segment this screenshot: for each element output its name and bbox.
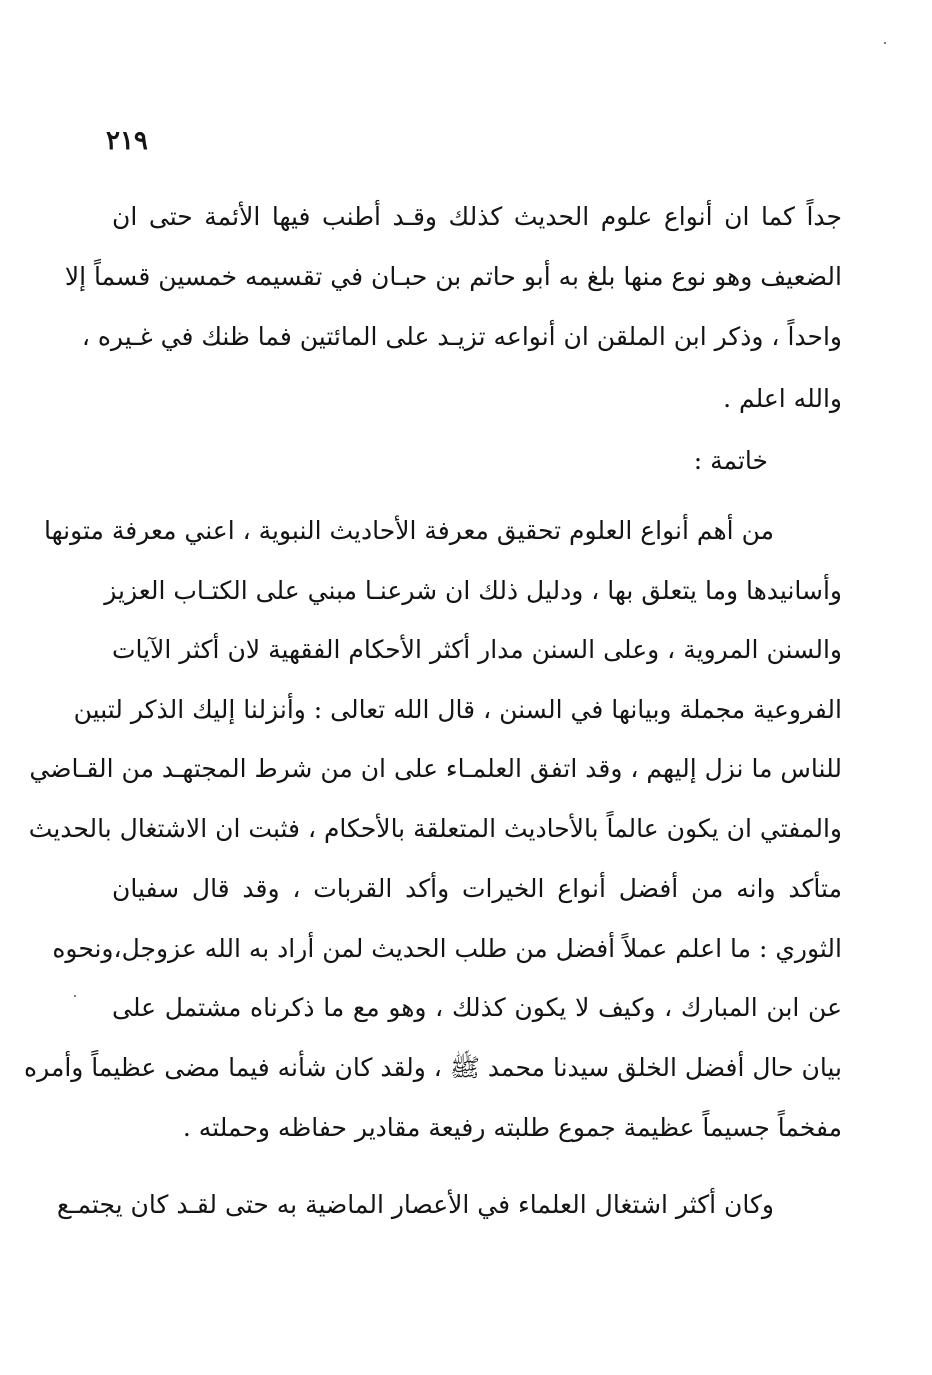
text-line: بيان حال أفضل الخلق سيدنا محمد ﷺ ، ولقد كان شأنه فيما مضى عظيماً وأمره [24,1053,842,1082]
page-number: ٢١٩ [106,126,148,156]
text-line: وأسانيدها وما يتعلق بها ، ودليل ذلك ان شرعنـا مبني على الكتـاب العزيز [104,576,842,605]
text-line: والله اعلم . [723,384,842,413]
text-line: الضعيف وهو نوع منها بلغ به أبو حاتم بن حبـان في تقسيمه خمسين قسماً إلا [64,262,842,291]
text-line: والمفتي ان يكون عالماً بالأحاديث المتعلقة بالأحكام ، فثبت ان الاشتغال بالحديث [28,814,842,843]
scan-speck [74,995,76,997]
text-line: الثوري : ما اعلم عملاً أفضل من طلب الحديث لمن أراد به الله عزوجل،ونحوه [52,934,842,963]
section-heading: خاتمة : [693,446,768,475]
text-line: عن ابن المبارك ، وكيف لا يكون كذلك ، وهو مع ما ذكرناه مشتمل على [112,993,842,1022]
scan-speck [884,42,886,44]
text-line: جداً كما ان أنواع علوم الحديث كذلك وقـد أطنب فيها الأئمة حتى ان [112,202,842,231]
text-line: وكان أكثر اشتغال العلماء في الأعصار الماضية به حتى لقـد كان يجتمـع [56,1190,774,1219]
text-line: واحداً ، وذكر ابن الملقن ان أنواعه تزيـد على المائتين فما ظنك في غـيره ، [81,322,842,351]
text-line: الفروعية مجملة وبيانها في السنن ، قال الله تعالى : وأنزلنا إليك الذكر لتبين [73,695,842,724]
text-line: متأكد وانه من أفضل أنواع الخيرات وأكد القربات ، وقد قال سفيان [112,874,842,903]
text-line: مفخماً جسيماً عظيمة جموع طلبته رفيعة مقادير حفاظه وحملته . [182,1113,842,1142]
text-line: من أهم أنواع العلوم تحقيق معرفة الأحاديث النبوية ، اعني معرفة متونها [43,516,774,545]
text-line: والسنن المروية ، وعلى السنن مدار أكثر الأحكام الفقهية لان أكثر الآيات [112,635,842,664]
text-line: للناس ما نزل إليهم ، وقد اتفق العلمـاء على ان من شرط المجتهـد من القـاضي [29,754,842,783]
